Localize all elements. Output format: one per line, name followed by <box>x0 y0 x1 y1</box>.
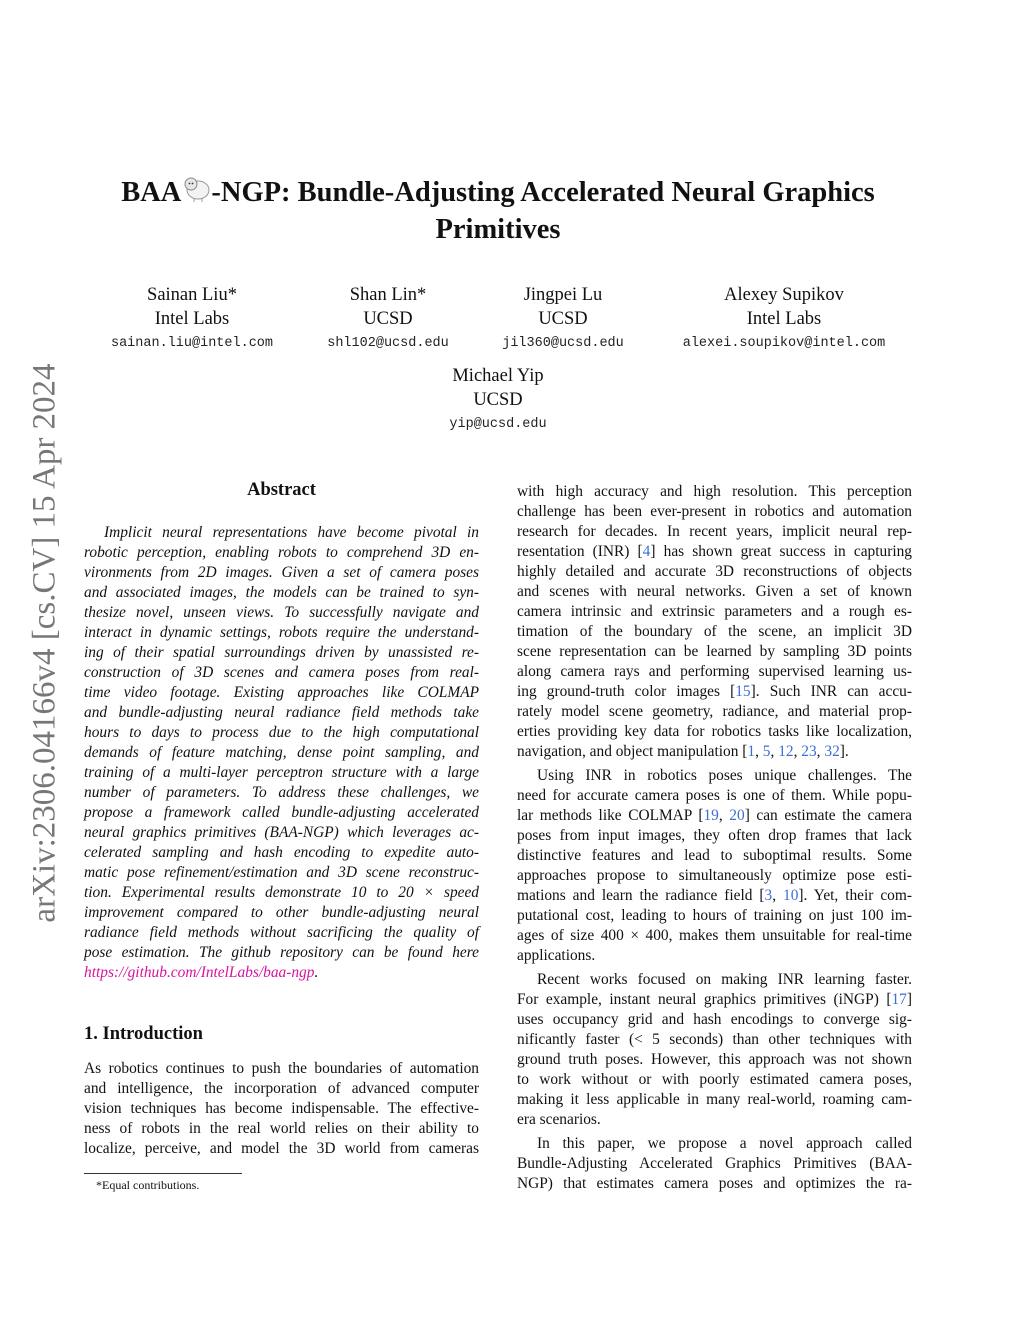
text-line: need for accurate camera poses is one of them. While popu- <box>517 787 912 804</box>
footnote: *Equal contributions. <box>96 1178 200 1192</box>
abstract-heading: Abstract <box>247 480 316 500</box>
text-line: improvement compared to other bundle-adjusting neural <box>84 904 479 921</box>
text-line: challenge has been ever-present in robotics and automation <box>517 503 912 520</box>
author-email: yip@ucsd.edu <box>449 417 547 432</box>
author-name: Alexey Supikov <box>724 285 844 305</box>
text-line: Using INR in robotics poses unique challenges. The <box>537 767 912 784</box>
text-line: For example, instant neural graphics primitives (iNGP) [17] <box>517 991 912 1008</box>
text-line: to work without or with poorly estimated camera poses, <box>517 1071 912 1088</box>
text-line: robotic perception, enabling robots to comprehend 3D en- <box>84 544 479 561</box>
text-line: lar methods like COLMAP [19, 20] can estimate the camera <box>517 807 912 824</box>
text-line: propose a framework called bundle-adjusting accelerated <box>84 804 479 821</box>
text-line: poses from input images, they often drop frames that lack <box>517 827 912 844</box>
text-line: Recent works focused on making INR learning faster. <box>537 971 912 988</box>
text-line: ing of their spatial surroundings driven by unassisted re- <box>84 644 479 661</box>
text-line: interact in dynamic settings, robots require the understand- <box>84 624 479 641</box>
text-line: making it less applicable in many real-world, roaming cam- <box>517 1091 912 1108</box>
text-line: Implicit neural representations have become pivotal in <box>104 524 479 541</box>
author-name: Shan Lin* <box>349 285 427 305</box>
text-line: As robotics continues to push the boundaries of automation <box>84 1060 479 1077</box>
author-block <box>654 284 914 356</box>
text-line: hours to days to process due to the high computational <box>84 724 479 741</box>
author-email: shl102@ucsd.edu <box>327 336 449 351</box>
citation-link[interactable]: 12 <box>778 743 794 760</box>
citation-link[interactable]: 32 <box>824 743 840 760</box>
citation-link[interactable]: 15 <box>735 683 751 700</box>
author-affiliation: UCSD <box>538 308 588 329</box>
text-line: ages of size 400 × 400, makes them unsuitable for real-time <box>517 927 912 944</box>
text-line: thesize novel, unseen views. To successfully navigate and <box>84 604 479 621</box>
citation-link[interactable]: 5 <box>762 743 771 760</box>
text-line: navigation, and object manipulation [1, 5, 12, 23, 32]. <box>517 743 849 760</box>
text-line: vision techniques has become indispensable. The effective- <box>84 1100 479 1117</box>
text-line: approaches propose to simultaneously optimize pose esti- <box>517 867 912 884</box>
text-line: distinctive features and lead to suboptimal results. Some <box>517 847 912 864</box>
text-line: time video footage. Existing approaches like COLMAP <box>84 684 479 701</box>
text-line: along camera rays and performing supervised learning us- <box>517 663 912 680</box>
text-line: Bundle-Adjusting Accelerated Graphics Primitives (BAA- <box>517 1155 912 1172</box>
text-line: training of a multi-layer perceptron structure with a large <box>84 764 479 781</box>
text-line: and scenes with neural networks. Given a set of known <box>517 583 912 600</box>
abstract-body <box>84 523 479 983</box>
text-line: and intelligence, the incorporation of advanced computer <box>84 1080 479 1097</box>
text-line: ness of robots in the real world relies on their ability to <box>84 1120 479 1137</box>
abstract-link-line <box>84 963 479 983</box>
author-affiliation: Intel Labs <box>154 308 230 329</box>
github-link[interactable]: https://github.com/IntelLabs/baa-ngp <box>84 964 315 981</box>
citation-link[interactable]: 19 <box>703 807 719 824</box>
text-line: uses occupancy grid and hash encodings to converge sig- <box>517 1011 912 1028</box>
text-line: research for decades. In recent years, implicit neural rep- <box>517 523 912 540</box>
citation-link[interactable]: 1 <box>747 743 756 760</box>
author-name: Sainan Liu* <box>147 285 237 305</box>
author-affiliation: UCSD <box>363 308 413 329</box>
text-line: ing ground-truth color images [15]. Such INR can accu- <box>517 683 912 700</box>
link-suffix: . <box>314 964 319 981</box>
citation-link[interactable]: 23 <box>801 743 817 760</box>
text-line: mations and learn the radiance field [3, 10]. Yet, their com- <box>517 887 912 904</box>
text-line: matic pose refinement/estimation and 3D scene reconstruc- <box>84 864 479 881</box>
text-line: applications. <box>517 947 596 964</box>
author-affiliation: UCSD <box>473 389 523 410</box>
text-line: number of parameters. To address these challenges, we <box>84 784 479 801</box>
text-line: with high accuracy and high resolution. This perception <box>517 483 912 500</box>
author-block <box>368 365 628 437</box>
footnote-rule <box>84 1173 242 1174</box>
text-line: demands of feature matching, dense point sampling, and <box>84 744 479 761</box>
section-heading-introduction: 1. Introduction <box>84 1024 203 1044</box>
title-line-2: Primitives <box>435 214 561 245</box>
introduction-body <box>84 1059 479 1159</box>
text-line: pose estimation. The github repository can be found here <box>84 944 479 961</box>
citation-link[interactable]: 17 <box>891 991 907 1008</box>
author-affiliation: Intel Labs <box>746 308 822 329</box>
citation-link[interactable]: 20 <box>729 807 745 824</box>
paper-title <box>0 174 996 248</box>
citation-link[interactable]: 3 <box>764 887 773 904</box>
text-line: rately model scene geometry, radiance, and material prop- <box>517 703 912 720</box>
text-line: NGP) that estimates camera poses and optimizes the ra- <box>517 1175 912 1192</box>
text-line: ground truth poses. However, this approach was not shown <box>517 1051 912 1068</box>
text-line: tion. Experimental results demonstrate 10 to 20 × speed <box>84 884 479 901</box>
author-email: jil360@ucsd.edu <box>502 336 624 351</box>
text-line: nificantly faster (< 5 seconds) than other techniques with <box>517 1031 912 1048</box>
citation-link[interactable]: 10 <box>783 887 799 904</box>
text-line: scene representation can be learned by sampling 3D points <box>517 643 912 660</box>
text-line: putational cost, leading to hours of training on just 100 im- <box>517 907 912 924</box>
arxiv-identifier: arXiv:2306.04166v4 [cs.CV] 15 Apr 2024 <box>26 363 63 923</box>
author-email: sainan.liu@intel.com <box>110 336 274 351</box>
text-line: radiance field methods without sacrificing the quality of <box>84 924 479 941</box>
author-email: alexei.soupikov@intel.com <box>682 336 886 351</box>
text-line: era scenarios. <box>517 1111 601 1128</box>
text-line: localize, perceive, and model the 3D world from cameras <box>84 1140 479 1157</box>
text-line: vironments from 2D images. Given a set of camera poses <box>84 564 479 581</box>
title-line-1: -NGP: Bundle-Adjusting Accelerated Neural Graphics <box>211 177 875 208</box>
citation-link[interactable]: 4 <box>642 543 651 560</box>
author-name: Michael Yip <box>452 366 544 386</box>
text-line: In this paper, we propose a novel approach called <box>537 1135 912 1152</box>
right-column-body <box>517 482 912 1194</box>
title-prefix: BAA <box>121 177 182 208</box>
text-line: timation of the boundary of the scene, an implicit 3D <box>517 623 912 640</box>
text-line: resentation (INR) [4] has shown great success in capturing <box>517 543 912 560</box>
author-name: Jingpei Lu <box>523 285 603 305</box>
text-line: neural graphics primitives (BAA-NGP) which leverages ac- <box>84 824 479 841</box>
text-line: erties providing key data for robotics tasks like localization, <box>517 723 912 740</box>
text-line: highly detailed and accurate 3D reconstructions of objects <box>517 563 912 580</box>
text-line: camera intrinsic and extrinsic parameters and a rough es- <box>517 603 912 620</box>
text-line: celerated sampling and hash encoding to expedite auto- <box>84 844 479 861</box>
text-line: and associated images, the models can be trained to syn- <box>84 584 479 601</box>
text-line: and bundle-adjusting neural radiance field methods take <box>84 704 479 721</box>
sheep-icon <box>181 175 211 203</box>
text-line: construction of 3D scenes and camera poses from real- <box>84 664 479 681</box>
